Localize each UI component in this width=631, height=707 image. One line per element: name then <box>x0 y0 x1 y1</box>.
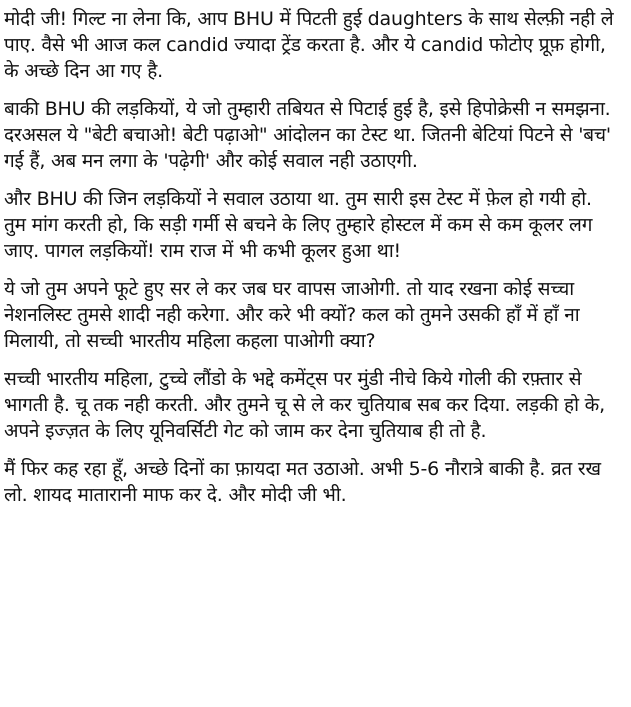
paragraph-5: सच्ची भारतीय महिला, टुच्चे लौंडो के भद्दे कमेंट्स पर मुंडी नीचे किये गोली की रफ़्तार से भागती है. चू तक नही करती. और तुमने चू से ले कर चुतियाब सब कर दिया. लड़की हो के, अपने इज्ज़त के लिए यूनिवर्सिटी गेट को जाम कर देना चुतियाब ही तो है. <box>4 368 605 442</box>
paragraph-1: मोदी जी! गिल्ट ना लेना कि, आप BHU में पिटती हुई daughters के साथ सेल्फ़ी नही ले पाए. वैसे भी आज कल candid ज्यादा ट्रेंड करता है. और ये candid फोटोए प्रूफ़ होगी, के अच्छे दिन आ गए है. <box>4 8 614 82</box>
paragraph-6: मैं फिर कह रहा हूँ, अच्छे दिनों का फ़ायदा मत उठाओ. अभी 5-6 नौरात्रे बाकी है. व्रत रख लो. शायद मातारानी माफ कर दे. और मोदी जी भी. <box>4 458 601 506</box>
paragraph-3: और BHU की जिन लड़कियों ने सवाल उठाया था. तुम सारी इस टेस्ट में फ़ेल हो गयी हो. तुम मांग करती हो, कि सड़ी गर्मी से बचने के लिए तुम्हारे होस्टल में कम से कम कूलर लग जाए. पागल लड़कियों! राम राज में भी कभी कूलर हुआ था! <box>4 188 593 262</box>
paragraph-4: ये जो तुम अपने फूटे हुए सर ले कर जब घर वापस जाओगी. तो याद रखना कोई सच्चा नेशनलिस्ट तुमसे शादी नही करेगा. और करे भी क्यों? कल को तुमने उसकी हाँ में हाँ ना मिलायी, तो सच्ची भारतीय महिला कहला पाओगी क्या? <box>4 278 580 352</box>
paragraph-2: बाकी BHU की लड़कियों, ये जो तुम्हारी तबियत से पिटाई हुई है, इसे हिपोक्रेसी न समझना. दरअसल ये "बेटी बचाओ! बेटी पढ़ाओ" आंदोलन का टेस्ट था. जितनी बेटियां पिटने से 'बच' गई हैं, अब मन लगा के 'पढ़ेगी' और कोई सवाल नही उठाएगी. <box>4 98 611 172</box>
